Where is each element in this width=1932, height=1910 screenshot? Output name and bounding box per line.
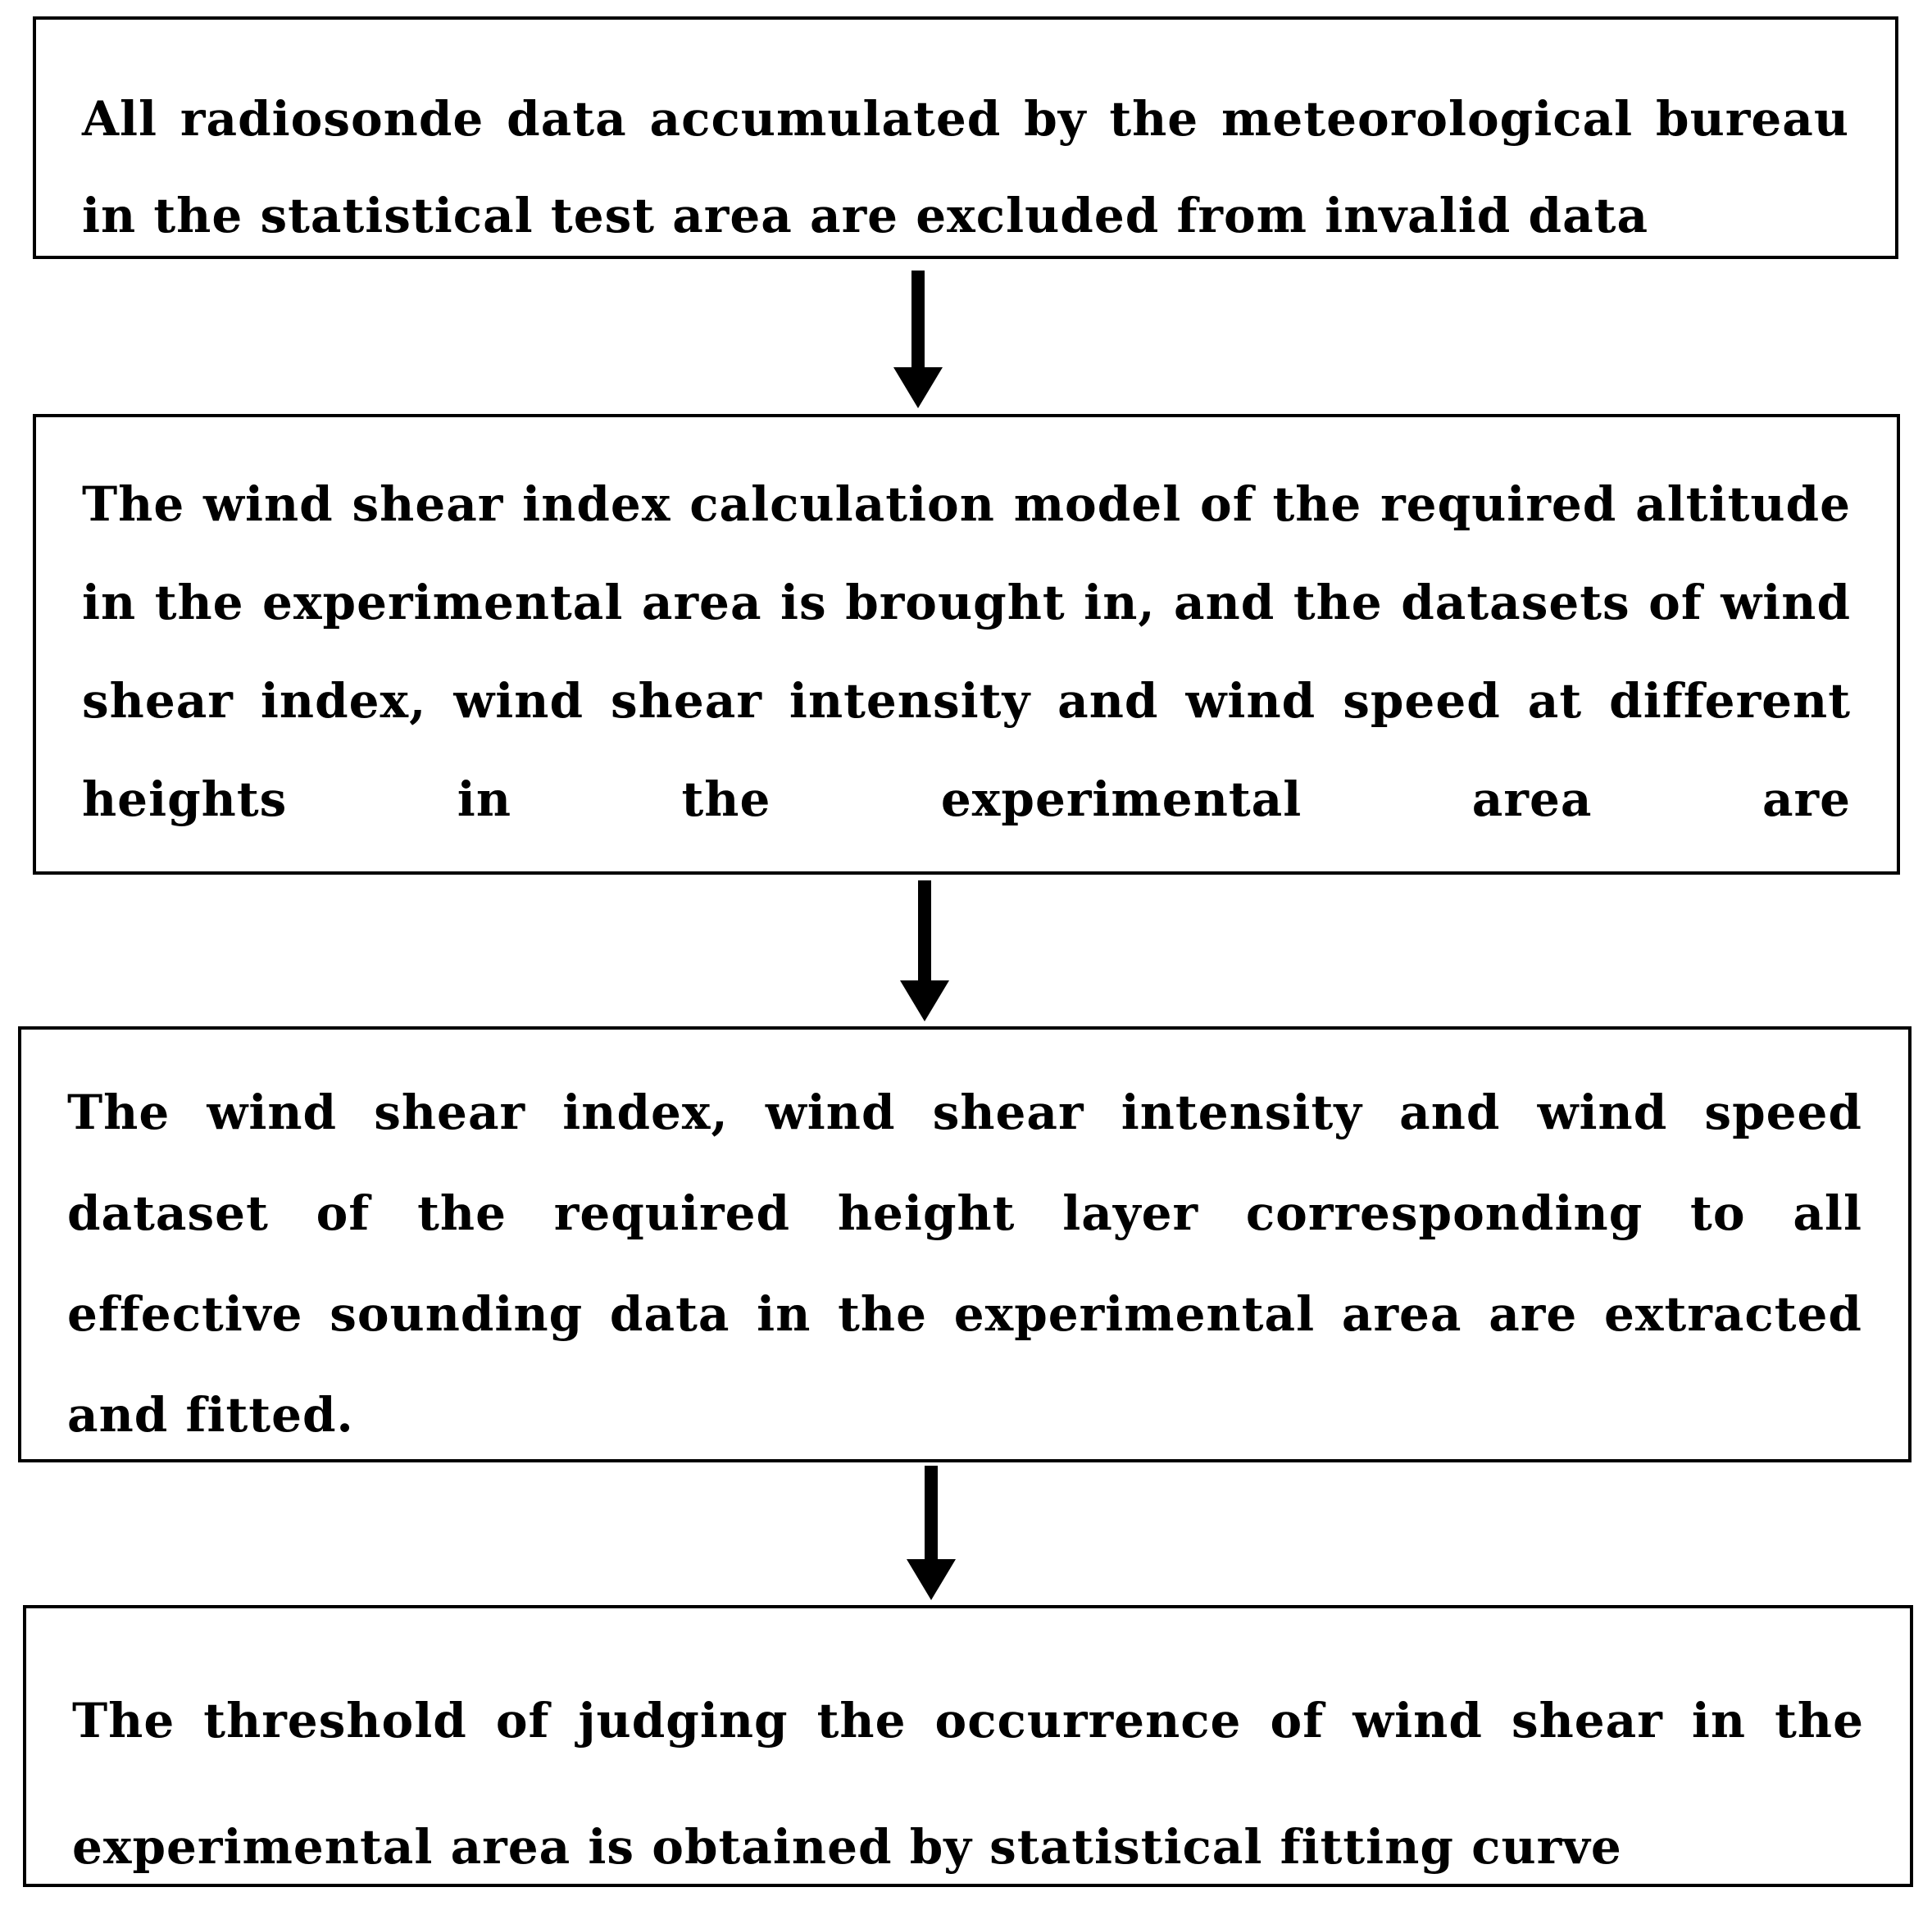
- arrow-down-icon: [898, 1466, 964, 1602]
- arrow-down-icon: [892, 880, 957, 1023]
- arrow-down-icon: [885, 271, 951, 410]
- step-1-box: [33, 16, 1898, 259]
- step-2-box: [33, 414, 1900, 875]
- step-2-text: The wind shear index calculation model of the required altitude in the experimental area is brought in, and the datasets of wind shear index, wind shear intensity and wind speed at different heights in the experimental area are: [82, 476, 1851, 827]
- step-3-box: [18, 1026, 1912, 1462]
- step-3-text: The wind shear index, wind shear intensity and wind speed dataset of the required height layer corresponding to all effective sounding data in the experimental area are extracted and fitted.: [67, 1085, 1862, 1443]
- step-1-text: All radiosonde data accumulated by the meteorological bureau in the statistical test area are excluded from invalid data: [82, 91, 1849, 243]
- step-4-text: The threshold of judging the occurrence of wind shear in the experimental area is obtained by statistical fitting curve: [72, 1693, 1864, 1875]
- step-4-box: [23, 1605, 1913, 1887]
